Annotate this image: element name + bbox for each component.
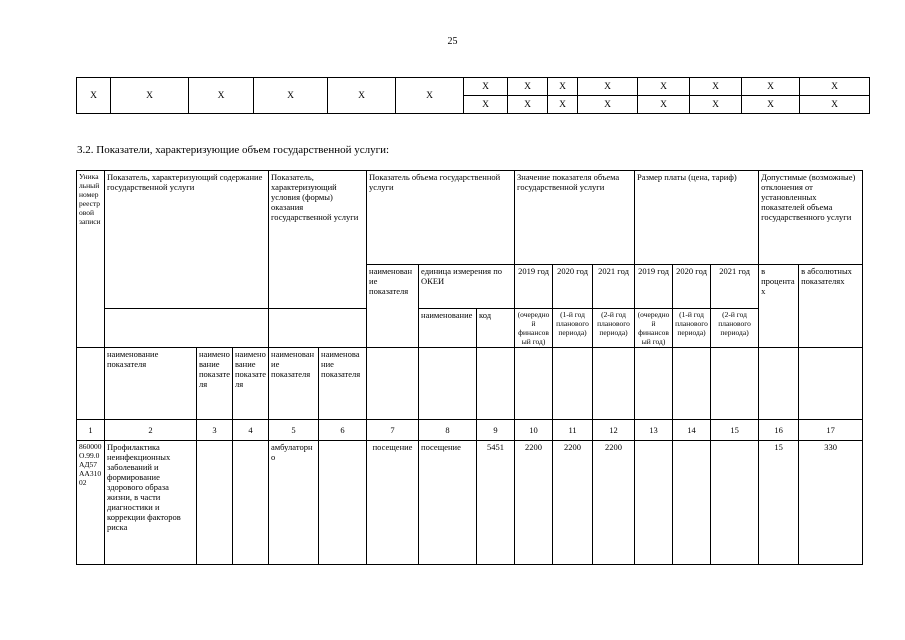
- column-number: 10: [515, 420, 553, 441]
- table-cell: X: [578, 96, 638, 114]
- column-number: 1: [77, 420, 105, 441]
- column-number: 11: [553, 420, 593, 441]
- header-percent: в процентах: [759, 265, 799, 348]
- column-number: 14: [673, 420, 711, 441]
- column-number: 9: [477, 420, 515, 441]
- table-cell: X: [800, 78, 870, 96]
- column-number: 13: [635, 420, 673, 441]
- header-fee-year-2020: 2020 год: [673, 265, 711, 309]
- volume-indicator: посещение: [367, 441, 419, 565]
- header-deviation: Допустимые (возможные) отклонения от установленных показателей объема государственного услуги: [759, 171, 863, 265]
- column-number: 17: [799, 420, 863, 441]
- table-cell: X: [548, 78, 578, 96]
- table-cell: X: [254, 78, 328, 114]
- table-cell: X: [77, 78, 111, 114]
- service-condition: амбулаторно: [269, 441, 319, 565]
- header-fee-first-plan-year: (1-й год планового периода): [673, 309, 711, 348]
- header-absolute: в абсолютных показателях: [799, 265, 863, 348]
- header-content-indicator-2: наименование показателя: [197, 348, 233, 420]
- table-cell: X: [328, 78, 396, 114]
- column-number: 12: [593, 420, 635, 441]
- header-fee-next-fin-year: (очередной финансовый год): [635, 309, 673, 348]
- table-cell: X: [690, 96, 742, 114]
- column-number: 15: [711, 420, 759, 441]
- column-number: 3: [197, 420, 233, 441]
- header-volume: Показатель объема государственной услуги: [367, 171, 515, 265]
- table-cell: X: [111, 78, 189, 114]
- volume-indicators-table: [76, 170, 863, 565]
- page-number: 25: [447, 36, 458, 47]
- header-content-indicator-1: наименование показателя: [105, 348, 197, 420]
- header-unit-code: код: [477, 309, 515, 348]
- header-first-plan-year: (1-й год планового периода): [553, 309, 593, 348]
- value-2020: 2200: [553, 441, 593, 565]
- table-cell: X: [638, 78, 690, 96]
- header-unit-okei: единица измерения по ОКЕИ: [419, 265, 515, 309]
- column-number: 6: [319, 420, 367, 441]
- table-cell: X: [508, 96, 548, 114]
- header-conditions: Показатель, характеризующий условия (формы) оказания государственной услуги: [269, 171, 367, 309]
- header-content: Показатель, характеризующий содержание государственной услуги: [105, 171, 269, 309]
- header-next-fin-year: (очередной финансовый год): [515, 309, 553, 348]
- table-cell: X: [690, 78, 742, 96]
- table-cell: X: [189, 78, 254, 114]
- header-content-indicator-3: наименование показателя: [233, 348, 269, 420]
- table-cell: X: [578, 78, 638, 96]
- column-number: 5: [269, 420, 319, 441]
- table-cell: X: [800, 96, 870, 114]
- header-unique-number: Уникальный номер реестровой записи: [77, 171, 105, 348]
- header-fee-year-2021: 2021 год: [711, 265, 759, 309]
- header-fee: Размер платы (цена, тариф): [635, 171, 759, 265]
- column-number: 2: [105, 420, 197, 441]
- table-cell: X: [638, 96, 690, 114]
- table-cell: X: [464, 96, 508, 114]
- header-fee-year-2019: 2019 год: [635, 265, 673, 309]
- value-2021: 2200: [593, 441, 635, 565]
- table-cell: X: [464, 78, 508, 96]
- header-volume-value: Значение показателя объема государственной услуги: [515, 171, 635, 265]
- continuation-table: [76, 77, 870, 114]
- section-title: 3.2. Показатели, характеризующие объем государственной услуги:: [77, 144, 390, 156]
- column-number: 7: [367, 420, 419, 441]
- column-number: 4: [233, 420, 269, 441]
- unit-name: посещение: [419, 441, 477, 565]
- header-year-2019: 2019 год: [515, 265, 553, 309]
- header-year-2021: 2021 год: [593, 265, 635, 309]
- table-cell: X: [396, 78, 464, 114]
- header-fee-second-plan-year: (2-й год планового периода): [711, 309, 759, 348]
- header-second-plan-year: (2-й год планового периода): [593, 309, 635, 348]
- table-cell: X: [508, 78, 548, 96]
- table-cell: X: [742, 78, 800, 96]
- column-number: 16: [759, 420, 799, 441]
- table-cell: X: [548, 96, 578, 114]
- column-number: 8: [419, 420, 477, 441]
- header-condition-indicator-1: наименование показателя: [269, 348, 319, 420]
- header-year-2020: 2020 год: [553, 265, 593, 309]
- value-2019: 2200: [515, 441, 553, 565]
- header-unit-name: наименование: [419, 309, 477, 348]
- deviation-absolute: 330: [799, 441, 863, 565]
- service-content: Профилактика неинфекционных заболеваний и формирование здорового образа жизни, в части диагностики и коррекции факторов риска: [105, 441, 197, 565]
- deviation-percent: 15: [759, 441, 799, 565]
- registry-number: 860000О.99.0АД57АА31002: [77, 441, 105, 565]
- header-volume-indicator-name: наименование показателя: [367, 265, 419, 348]
- table-cell: X: [742, 96, 800, 114]
- unit-code: 5451: [477, 441, 515, 565]
- header-condition-indicator-2: наименование показателя: [319, 348, 367, 420]
